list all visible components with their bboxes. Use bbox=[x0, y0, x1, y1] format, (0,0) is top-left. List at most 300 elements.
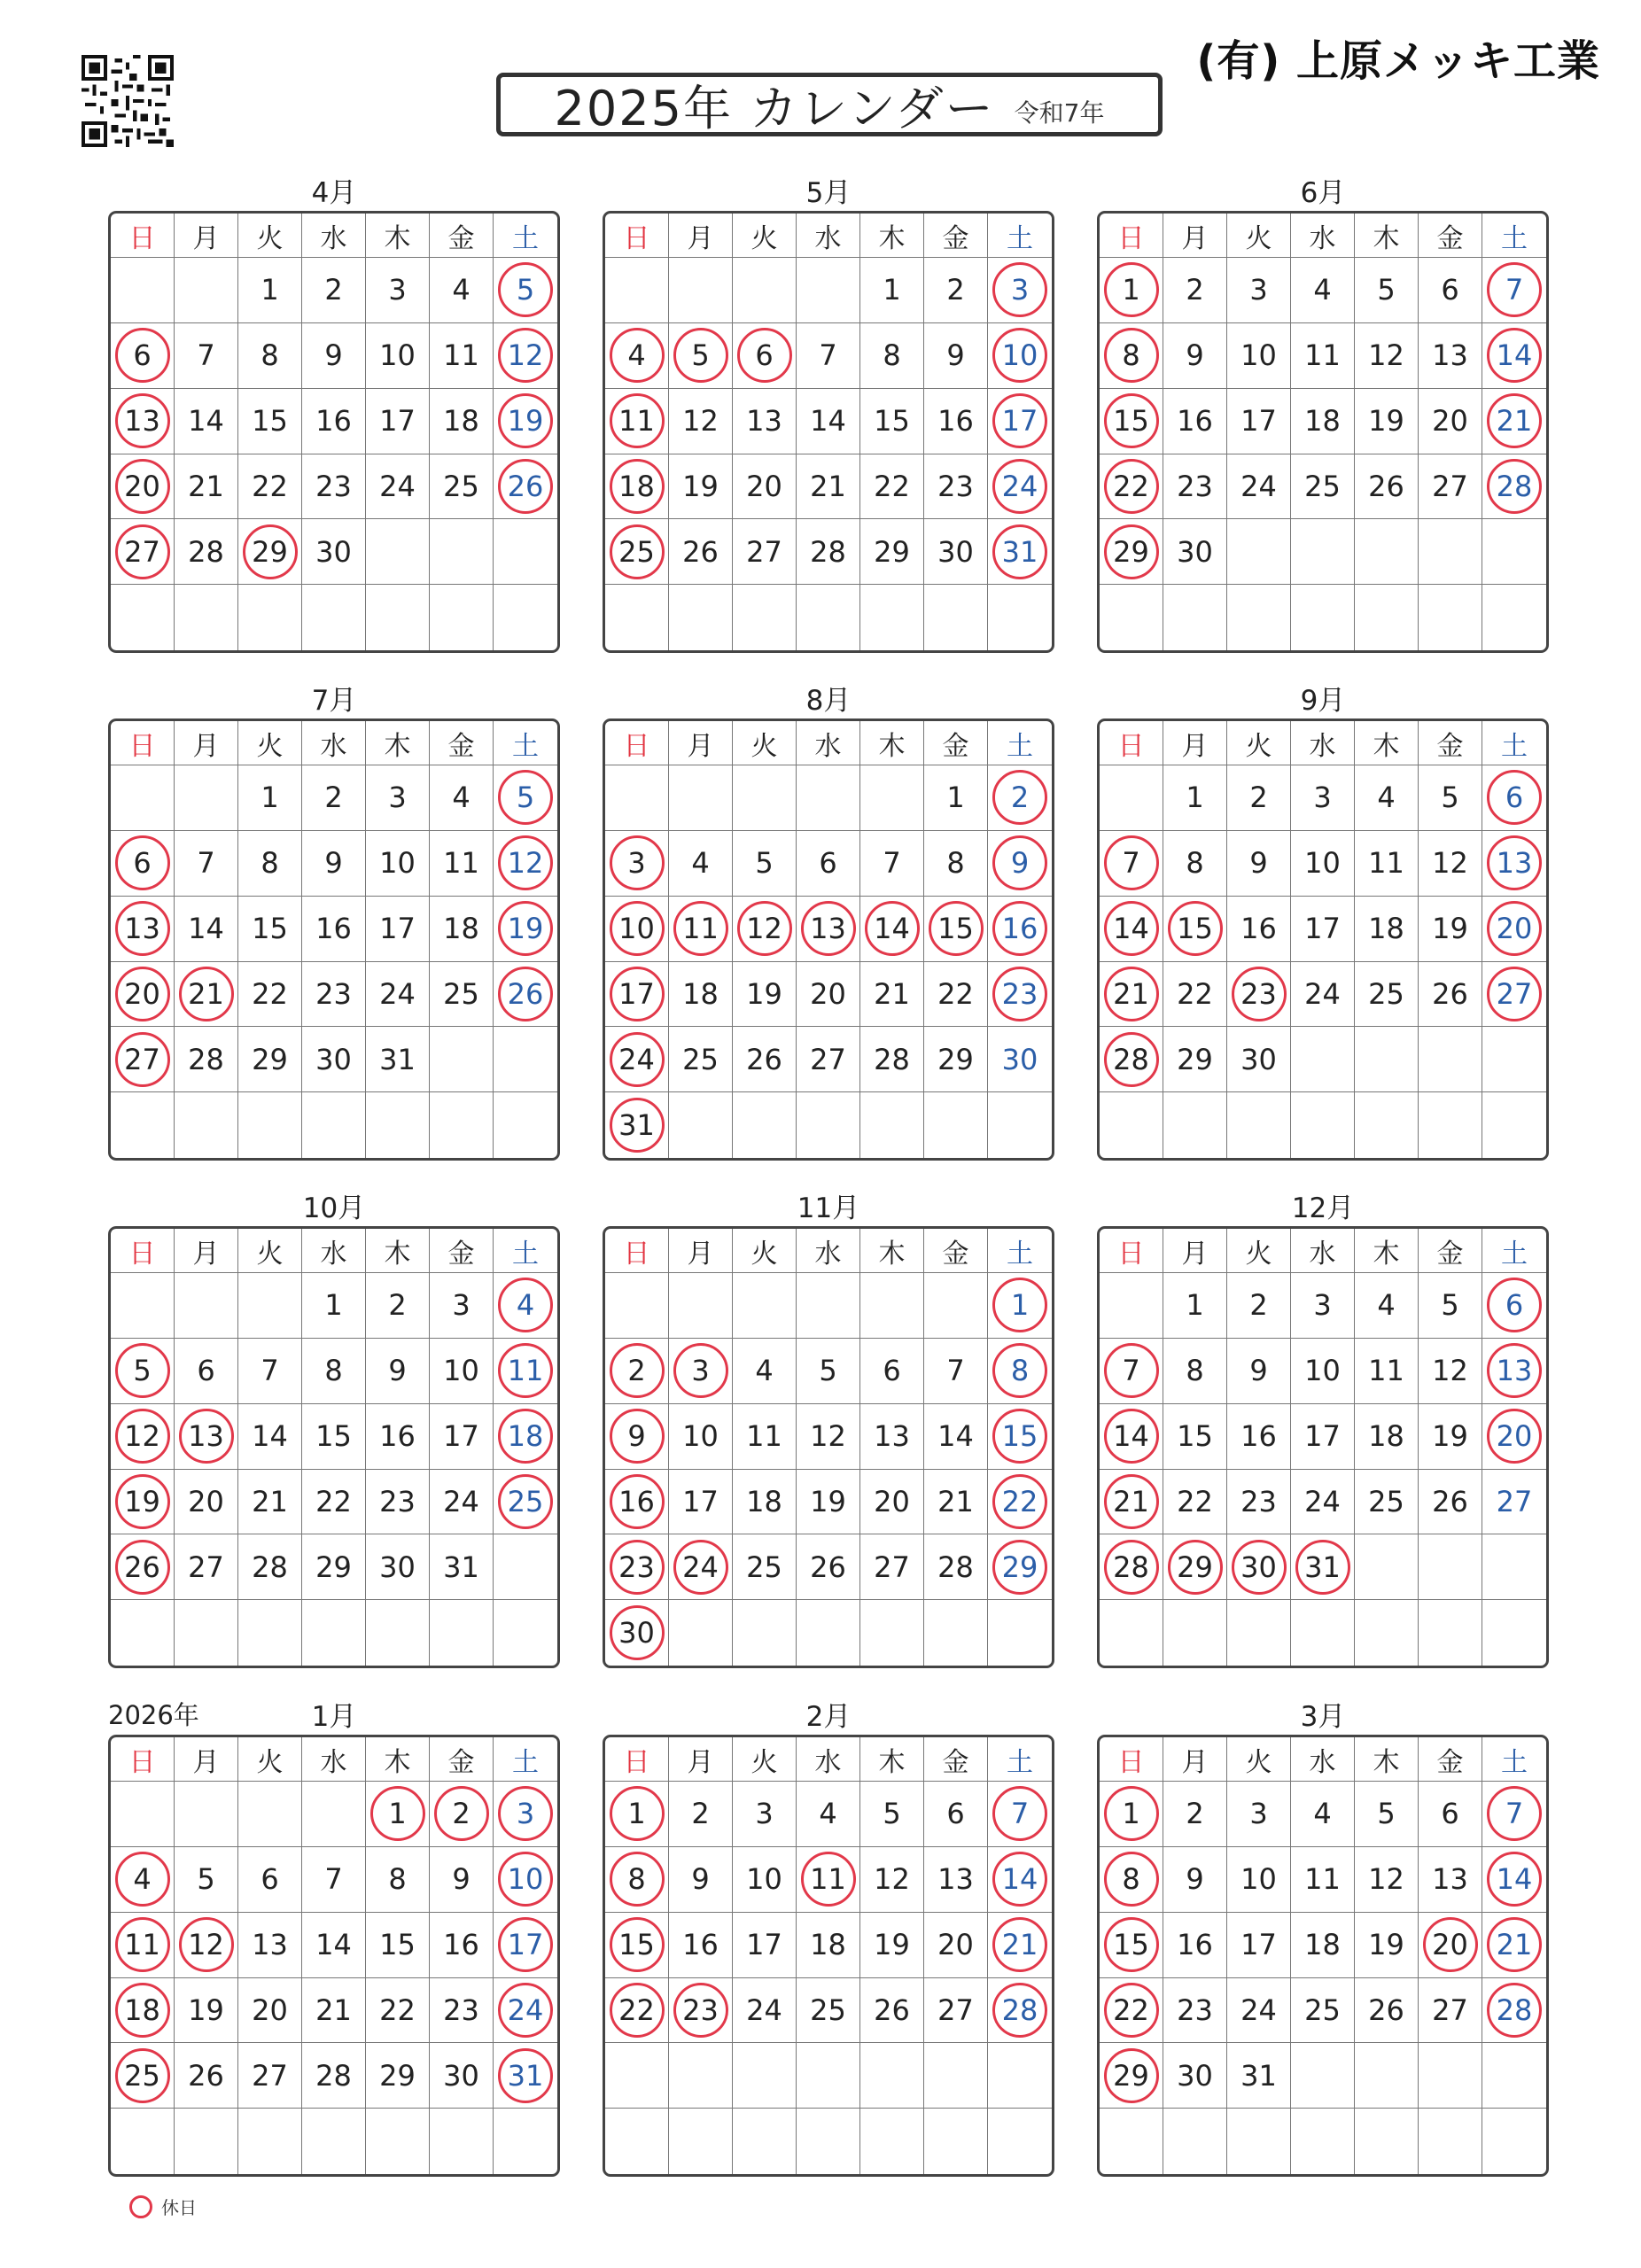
day-cell: 12 bbox=[797, 1404, 860, 1470]
day-cell: 1 bbox=[1100, 1782, 1163, 1847]
day-cell: 4 bbox=[1291, 258, 1355, 323]
day-cell: 8 bbox=[605, 1847, 669, 1913]
weekday-header: 土 bbox=[988, 1229, 1052, 1273]
day-cell: 30 bbox=[988, 1027, 1052, 1092]
empty-cell bbox=[924, 585, 988, 650]
weekday-header: 金 bbox=[430, 214, 494, 258]
day-cell: 21 bbox=[238, 1470, 302, 1535]
day-cell: 15 bbox=[924, 897, 988, 962]
day-cell: 26 bbox=[494, 454, 557, 520]
day-cell: 15 bbox=[988, 1404, 1052, 1470]
day-cell: 3 bbox=[1227, 258, 1291, 323]
empty-cell bbox=[238, 1782, 302, 1847]
weekday-header: 木 bbox=[1355, 1229, 1419, 1273]
empty-cell bbox=[1291, 585, 1355, 650]
day-cell: 13 bbox=[111, 897, 175, 962]
day-cell: 28 bbox=[924, 1534, 988, 1600]
weekday-header: 土 bbox=[494, 214, 557, 258]
day-cell: 10 bbox=[1291, 831, 1355, 897]
empty-cell bbox=[1355, 1600, 1419, 1666]
day-cell: 13 bbox=[1419, 1847, 1482, 1913]
weekday-header: 日 bbox=[111, 1229, 175, 1273]
day-cell: 10 bbox=[988, 323, 1052, 389]
day-cell: 30 bbox=[924, 519, 988, 585]
day-cell: 21 bbox=[924, 1470, 988, 1535]
empty-cell bbox=[1482, 585, 1546, 650]
day-cell: 25 bbox=[1291, 1978, 1355, 2044]
empty-cell bbox=[430, 1092, 494, 1158]
day-cell: 15 bbox=[1100, 1913, 1163, 1978]
empty-cell bbox=[111, 1600, 175, 1666]
day-cell: 14 bbox=[860, 897, 924, 962]
empty-cell bbox=[924, 2109, 988, 2174]
day-cell: 11 bbox=[733, 1404, 797, 1470]
weekday-header: 金 bbox=[430, 1737, 494, 1782]
day-cell: 17 bbox=[605, 962, 669, 1028]
day-cell: 5 bbox=[1419, 765, 1482, 831]
day-cell: 4 bbox=[733, 1339, 797, 1404]
weekday-header: 火 bbox=[1227, 1229, 1291, 1273]
day-cell: 5 bbox=[669, 323, 733, 389]
day-cell: 26 bbox=[1419, 962, 1482, 1028]
empty-cell bbox=[1163, 1600, 1227, 1666]
month-grid bbox=[1097, 1226, 1549, 1668]
empty-cell bbox=[494, 585, 557, 650]
month-grid bbox=[603, 718, 1054, 1161]
day-cell: 28 bbox=[797, 519, 860, 585]
day-cell: 16 bbox=[924, 389, 988, 454]
day-cell: 16 bbox=[669, 1913, 733, 1978]
weekday-header: 日 bbox=[605, 1737, 669, 1782]
weekday-header: 火 bbox=[1227, 1737, 1291, 1782]
day-cell: 3 bbox=[1291, 1273, 1355, 1339]
empty-cell bbox=[430, 2109, 494, 2174]
empty-cell bbox=[430, 1600, 494, 1666]
weekday-header: 金 bbox=[1419, 721, 1482, 765]
day-cell: 7 bbox=[797, 323, 860, 389]
day-cell: 20 bbox=[733, 454, 797, 520]
day-cell: 13 bbox=[111, 389, 175, 454]
empty-cell bbox=[669, 2109, 733, 2174]
weekday-header: 日 bbox=[1100, 1229, 1163, 1273]
day-cell: 8 bbox=[302, 1339, 366, 1404]
day-cell: 6 bbox=[860, 1339, 924, 1404]
empty-cell bbox=[238, 2109, 302, 2174]
month-label: 12月 bbox=[1291, 1192, 1355, 1224]
empty-cell bbox=[1419, 1027, 1482, 1092]
weekday-header: 水 bbox=[797, 1737, 860, 1782]
month-label: 8月 bbox=[805, 685, 852, 717]
empty-cell bbox=[111, 2109, 175, 2174]
weekday-header: 火 bbox=[238, 1737, 302, 1782]
month-label: 5月 bbox=[805, 177, 852, 209]
empty-cell bbox=[1482, 2043, 1546, 2109]
day-cell: 25 bbox=[1355, 1470, 1419, 1535]
day-cell: 8 bbox=[1100, 323, 1163, 389]
day-cell: 23 bbox=[366, 1470, 430, 1535]
month-label: 3月 bbox=[1300, 1701, 1346, 1733]
month-grid bbox=[108, 1735, 560, 2177]
day-cell: 4 bbox=[1355, 765, 1419, 831]
day-cell: 26 bbox=[494, 962, 557, 1028]
day-cell: 13 bbox=[1419, 323, 1482, 389]
day-cell: 10 bbox=[605, 897, 669, 962]
day-cell: 1 bbox=[1100, 258, 1163, 323]
empty-cell bbox=[175, 1092, 238, 1158]
weekday-header: 土 bbox=[494, 1229, 557, 1273]
empty-cell bbox=[1355, 585, 1419, 650]
month-label: 10月 bbox=[302, 1192, 366, 1224]
day-cell: 18 bbox=[494, 1404, 557, 1470]
day-cell: 2 bbox=[924, 258, 988, 323]
empty-cell bbox=[1355, 519, 1419, 585]
day-cell: 21 bbox=[1482, 1913, 1546, 1978]
day-cell: 9 bbox=[1163, 323, 1227, 389]
day-cell: 14 bbox=[797, 389, 860, 454]
day-cell: 18 bbox=[797, 1913, 860, 1978]
day-cell: 3 bbox=[366, 258, 430, 323]
day-cell: 3 bbox=[430, 1273, 494, 1339]
day-cell: 25 bbox=[111, 2043, 175, 2109]
day-cell: 25 bbox=[1355, 962, 1419, 1028]
day-cell: 18 bbox=[1355, 897, 1419, 962]
day-cell: 28 bbox=[1100, 1534, 1163, 1600]
month-label: 11月 bbox=[797, 1192, 860, 1224]
day-cell: 9 bbox=[988, 831, 1052, 897]
empty-cell bbox=[1100, 585, 1163, 650]
day-cell: 4 bbox=[1291, 1782, 1355, 1847]
company-name: (有) 上原メッキ工業 bbox=[1196, 36, 1600, 86]
day-cell: 26 bbox=[1419, 1470, 1482, 1535]
empty-cell bbox=[302, 2109, 366, 2174]
day-cell: 19 bbox=[797, 1470, 860, 1535]
day-cell: 17 bbox=[430, 1404, 494, 1470]
day-cell: 16 bbox=[605, 1470, 669, 1535]
weekday-header: 土 bbox=[1482, 1229, 1546, 1273]
day-cell: 21 bbox=[1100, 962, 1163, 1028]
day-cell: 13 bbox=[1482, 831, 1546, 897]
day-cell: 6 bbox=[1482, 1273, 1546, 1339]
empty-cell bbox=[1419, 2043, 1482, 2109]
empty-cell bbox=[1482, 1600, 1546, 1666]
day-cell: 1 bbox=[605, 1782, 669, 1847]
empty-cell bbox=[605, 1273, 669, 1339]
day-cell: 1 bbox=[302, 1273, 366, 1339]
day-cell: 18 bbox=[1355, 1404, 1419, 1470]
empty-cell bbox=[1163, 1092, 1227, 1158]
day-cell: 8 bbox=[1163, 1339, 1227, 1404]
day-cell: 20 bbox=[238, 1978, 302, 2044]
empty-cell bbox=[1100, 2109, 1163, 2174]
day-cell: 8 bbox=[1163, 831, 1227, 897]
weekday-header: 土 bbox=[1482, 721, 1546, 765]
day-cell: 6 bbox=[1419, 1782, 1482, 1847]
month-calendar bbox=[603, 1185, 1054, 1668]
weekday-header: 土 bbox=[494, 1737, 557, 1782]
day-cell: 27 bbox=[111, 1027, 175, 1092]
day-cell: 11 bbox=[797, 1847, 860, 1913]
empty-cell bbox=[860, 585, 924, 650]
empty-cell bbox=[988, 1092, 1052, 1158]
empty-cell bbox=[605, 585, 669, 650]
empty-cell bbox=[366, 2109, 430, 2174]
day-cell: 16 bbox=[1227, 1404, 1291, 1470]
day-cell: 16 bbox=[1227, 897, 1291, 962]
day-cell: 14 bbox=[1100, 1404, 1163, 1470]
weekday-header: 月 bbox=[669, 214, 733, 258]
day-cell: 4 bbox=[1355, 1273, 1419, 1339]
weekday-header: 火 bbox=[733, 1737, 797, 1782]
day-cell: 27 bbox=[797, 1027, 860, 1092]
day-cell: 12 bbox=[1355, 323, 1419, 389]
weekday-header: 水 bbox=[302, 721, 366, 765]
day-cell: 17 bbox=[494, 1913, 557, 1978]
day-cell: 14 bbox=[1482, 323, 1546, 389]
day-cell: 24 bbox=[366, 454, 430, 520]
day-cell: 23 bbox=[605, 1534, 669, 1600]
day-cell: 29 bbox=[1100, 2043, 1163, 2109]
day-cell: 26 bbox=[733, 1027, 797, 1092]
empty-cell bbox=[605, 2043, 669, 2109]
day-cell: 12 bbox=[669, 389, 733, 454]
day-cell: 22 bbox=[924, 962, 988, 1028]
empty-cell bbox=[238, 585, 302, 650]
day-cell: 18 bbox=[733, 1470, 797, 1535]
day-cell: 14 bbox=[1482, 1847, 1546, 1913]
day-cell: 27 bbox=[1419, 454, 1482, 520]
day-cell: 20 bbox=[1482, 1404, 1546, 1470]
weekday-header: 土 bbox=[1482, 214, 1546, 258]
weekday-header: 木 bbox=[366, 1229, 430, 1273]
day-cell: 18 bbox=[430, 897, 494, 962]
empty-cell bbox=[111, 1782, 175, 1847]
day-cell: 25 bbox=[430, 962, 494, 1028]
day-cell: 15 bbox=[605, 1913, 669, 1978]
day-cell: 18 bbox=[1291, 1913, 1355, 1978]
day-cell: 24 bbox=[988, 454, 1052, 520]
weekday-header: 水 bbox=[302, 214, 366, 258]
day-cell: 29 bbox=[924, 1027, 988, 1092]
day-cell: 15 bbox=[302, 1404, 366, 1470]
day-cell: 16 bbox=[988, 897, 1052, 962]
day-cell: 7 bbox=[988, 1782, 1052, 1847]
day-cell: 22 bbox=[605, 1978, 669, 2044]
weekday-header: 木 bbox=[1355, 214, 1419, 258]
month-calendar bbox=[603, 1694, 1054, 2177]
day-cell: 25 bbox=[494, 1470, 557, 1535]
day-cell: 20 bbox=[1419, 389, 1482, 454]
weekday-header: 土 bbox=[988, 721, 1052, 765]
day-cell: 12 bbox=[1355, 1847, 1419, 1913]
empty-cell bbox=[111, 1273, 175, 1339]
day-cell: 23 bbox=[1163, 1978, 1227, 2044]
weekday-header: 木 bbox=[366, 1737, 430, 1782]
weekday-header: 火 bbox=[238, 214, 302, 258]
empty-cell bbox=[494, 1092, 557, 1158]
month-grid bbox=[1097, 211, 1549, 653]
day-cell: 29 bbox=[366, 2043, 430, 2109]
day-cell: 28 bbox=[175, 1027, 238, 1092]
empty-cell bbox=[797, 258, 860, 323]
day-cell: 13 bbox=[733, 389, 797, 454]
day-cell: 9 bbox=[669, 1847, 733, 1913]
day-cell: 11 bbox=[430, 831, 494, 897]
empty-cell bbox=[1355, 2043, 1419, 2109]
day-cell: 14 bbox=[302, 1913, 366, 1978]
day-cell: 25 bbox=[733, 1534, 797, 1600]
day-cell: 5 bbox=[1419, 1273, 1482, 1339]
day-cell: 15 bbox=[1163, 897, 1227, 962]
empty-cell bbox=[302, 1782, 366, 1847]
weekday-header: 月 bbox=[175, 1737, 238, 1782]
day-cell: 16 bbox=[302, 897, 366, 962]
day-cell: 14 bbox=[175, 897, 238, 962]
weekday-header: 月 bbox=[1163, 721, 1227, 765]
day-cell: 7 bbox=[175, 831, 238, 897]
day-cell: 26 bbox=[1355, 454, 1419, 520]
day-cell: 21 bbox=[797, 454, 860, 520]
day-cell: 10 bbox=[669, 1404, 733, 1470]
day-cell: 28 bbox=[988, 1978, 1052, 2044]
day-cell: 20 bbox=[175, 1470, 238, 1535]
weekday-header: 水 bbox=[797, 1229, 860, 1273]
empty-cell bbox=[175, 765, 238, 831]
weekday-header: 火 bbox=[733, 721, 797, 765]
day-cell: 30 bbox=[430, 2043, 494, 2109]
day-cell: 7 bbox=[1482, 258, 1546, 323]
empty-cell bbox=[1419, 2109, 1482, 2174]
day-cell: 27 bbox=[924, 1978, 988, 2044]
day-cell: 6 bbox=[111, 831, 175, 897]
weekday-header: 火 bbox=[1227, 214, 1291, 258]
day-cell: 21 bbox=[175, 962, 238, 1028]
day-cell: 26 bbox=[1355, 1978, 1419, 2044]
day-cell: 19 bbox=[733, 962, 797, 1028]
month-grid bbox=[108, 211, 560, 653]
day-cell: 19 bbox=[1419, 1404, 1482, 1470]
weekday-header: 火 bbox=[1227, 721, 1291, 765]
day-cell: 22 bbox=[860, 454, 924, 520]
day-cell: 5 bbox=[733, 831, 797, 897]
day-cell: 3 bbox=[494, 1782, 557, 1847]
empty-cell bbox=[669, 2043, 733, 2109]
empty-cell bbox=[1482, 1534, 1546, 1600]
day-cell: 10 bbox=[1291, 1339, 1355, 1404]
weekday-header: 金 bbox=[430, 721, 494, 765]
day-cell: 6 bbox=[1419, 258, 1482, 323]
weekday-header: 日 bbox=[111, 214, 175, 258]
day-cell: 4 bbox=[669, 831, 733, 897]
day-cell: 1 bbox=[238, 258, 302, 323]
day-cell: 24 bbox=[1291, 962, 1355, 1028]
empty-cell bbox=[733, 1092, 797, 1158]
month-calendar bbox=[108, 170, 560, 653]
empty-cell bbox=[860, 2043, 924, 2109]
weekday-header: 月 bbox=[669, 1229, 733, 1273]
day-cell: 16 bbox=[366, 1404, 430, 1470]
day-cell: 23 bbox=[302, 962, 366, 1028]
weekday-header: 水 bbox=[1291, 214, 1355, 258]
weekday-header: 月 bbox=[669, 721, 733, 765]
weekday-header: 月 bbox=[669, 1737, 733, 1782]
day-cell: 24 bbox=[733, 1978, 797, 2044]
weekday-header: 木 bbox=[860, 214, 924, 258]
empty-cell bbox=[733, 2109, 797, 2174]
day-cell: 9 bbox=[924, 323, 988, 389]
day-cell: 17 bbox=[733, 1913, 797, 1978]
empty-cell bbox=[494, 1534, 557, 1600]
empty-cell bbox=[924, 1600, 988, 1666]
day-cell: 31 bbox=[1227, 2043, 1291, 2109]
empty-cell bbox=[238, 1600, 302, 1666]
day-cell: 2 bbox=[366, 1273, 430, 1339]
weekday-header: 木 bbox=[860, 1737, 924, 1782]
day-cell: 13 bbox=[1482, 1339, 1546, 1404]
day-cell: 18 bbox=[430, 389, 494, 454]
day-cell: 22 bbox=[1163, 962, 1227, 1028]
calendar-title: 2025年 カレンダー bbox=[554, 80, 995, 136]
empty-cell bbox=[924, 2043, 988, 2109]
weekday-header: 月 bbox=[1163, 214, 1227, 258]
empty-cell bbox=[1419, 1600, 1482, 1666]
day-cell: 30 bbox=[302, 1027, 366, 1092]
day-cell: 10 bbox=[366, 831, 430, 897]
month-calendar bbox=[108, 1694, 560, 2177]
day-cell: 11 bbox=[1355, 831, 1419, 897]
month-label: 6月 bbox=[1300, 177, 1346, 209]
weekday-header: 金 bbox=[924, 1737, 988, 1782]
day-cell: 17 bbox=[1291, 1404, 1355, 1470]
day-cell: 17 bbox=[1227, 1913, 1291, 1978]
day-cell: 29 bbox=[238, 519, 302, 585]
day-cell: 12 bbox=[1419, 1339, 1482, 1404]
empty-cell bbox=[797, 1600, 860, 1666]
day-cell: 23 bbox=[430, 1978, 494, 2044]
weekday-header: 月 bbox=[1163, 1737, 1227, 1782]
day-cell: 19 bbox=[1355, 389, 1419, 454]
holiday-circle-icon bbox=[129, 2195, 152, 2218]
month-calendar bbox=[1097, 170, 1549, 653]
empty-cell bbox=[1355, 1092, 1419, 1158]
empty-cell bbox=[494, 1027, 557, 1092]
empty-cell bbox=[1419, 585, 1482, 650]
weekday-header: 日 bbox=[605, 214, 669, 258]
day-cell: 1 bbox=[860, 258, 924, 323]
year-label: 2026年 bbox=[108, 1700, 199, 1730]
weekday-header: 火 bbox=[238, 721, 302, 765]
empty-cell bbox=[669, 765, 733, 831]
day-cell: 6 bbox=[924, 1782, 988, 1847]
day-cell: 7 bbox=[1100, 831, 1163, 897]
day-cell: 8 bbox=[860, 323, 924, 389]
empty-cell bbox=[1100, 1600, 1163, 1666]
day-cell: 27 bbox=[238, 2043, 302, 2109]
day-cell: 9 bbox=[1227, 1339, 1291, 1404]
weekday-header: 日 bbox=[605, 721, 669, 765]
empty-cell bbox=[1163, 585, 1227, 650]
day-cell: 6 bbox=[1482, 765, 1546, 831]
day-cell: 19 bbox=[860, 1913, 924, 1978]
day-cell: 2 bbox=[1227, 765, 1291, 831]
day-cell: 27 bbox=[1419, 1978, 1482, 2044]
day-cell: 12 bbox=[111, 1404, 175, 1470]
weekday-header: 水 bbox=[1291, 721, 1355, 765]
empty-cell bbox=[1227, 519, 1291, 585]
day-cell: 10 bbox=[366, 323, 430, 389]
day-cell: 8 bbox=[238, 323, 302, 389]
day-cell: 9 bbox=[302, 323, 366, 389]
day-cell: 14 bbox=[1100, 897, 1163, 962]
